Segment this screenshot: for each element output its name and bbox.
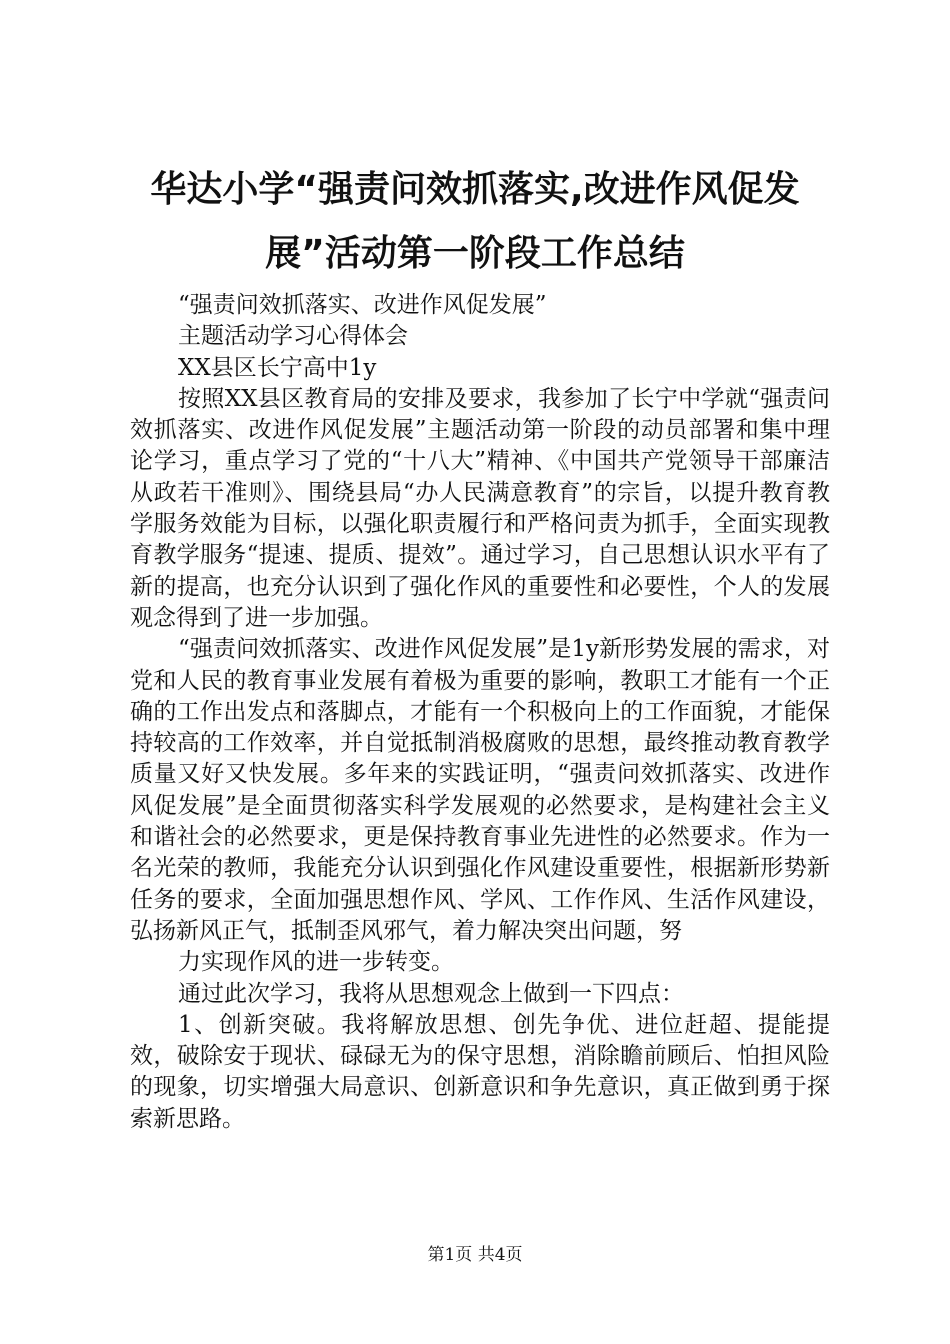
body-paragraph: 力实现作风的进一步转变。 — [178, 949, 454, 976]
body-paragraph: 通过此次学习，我将从思想观念上做到一下四点： — [178, 980, 684, 1007]
page-number-footer: 第1页 共4页 — [427, 1245, 523, 1265]
title-line-2: 展”活动第一阶段工作总结 — [265, 233, 685, 274]
document-body — [130, 290, 830, 1135]
body-paragraph: 1、创新突破。我将解放思想、创先争优、进位赶超、提能提效，破除安于现状、碌碌无为的保守思想，消除瞻前顾后、怕担风险的现象，切实增强大局意识、创新意识和争先意识，真正做到勇于探索新思路。 — [130, 1011, 830, 1132]
subtitle-theme: “强责问效抓落实、改进作风促发展” — [178, 292, 547, 318]
document-title — [80, 158, 870, 286]
body-paragraph: “强责问效抓落实、改进作风促发展”是1y新形势发展的需求，对党和人民的教育事业发展有着极为重要的影响，教职工才能有一个正确的工作出发点和落脚点，才能有一个积极向上的工作面貌，才能保持较高的工作效率，并自觉抵制消极腐败的思想，最终推动教育教学质量又好又快发展。多年来的实践证明，“强责问效抓落实、改进作风促发展”是全面贯彻落实科学发展观的必然要求，是构建社会主义和谐社会的必然要求，更是保持教育事业先进性的必然要求。作为一名光荣的教师，我能充分认识到强化作风建设重要性，根据新形势新任务的要求，全面加强思想作风、学风、工作作风、生活作风建设，弘扬新风正气，抵制歪风邪气，着力解决突出问题，努 — [130, 636, 830, 944]
subtitle-heading: 主题活动学习心得体会 — [178, 323, 408, 350]
title-line-1: 华达小学“强责问效抓落实,改进作风促发 — [150, 169, 800, 210]
author-line: XX县区长宁高中1y — [178, 354, 377, 381]
body-paragraph: 按照XX县区教育局的安排及要求，我参加了长宁中学就“强责问效抓落实、改进作风促发展”主题活动第一阶段的动员部署和集中理论学习，重点学习了党的“十八大”精神、《中国共产党领导干部廉洁从政若干准则》、围绕县局“办人民满意教育”的宗旨，以提升教育教学服务效能为目标，以强化职责履行和严格问责为抓手，全面实现教育教学服务“提速、提质、提效”。通过学习，自己思想认识水平有了新的提高，也充分认识到了强化作风的重要性和必要性，个人的发展观念得到了进一步加强。 — [130, 385, 830, 631]
